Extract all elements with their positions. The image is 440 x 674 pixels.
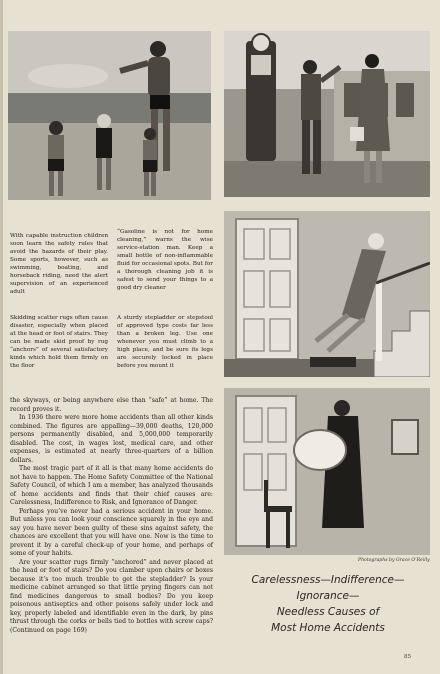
caption-rugs: Skidding scatter rugs often cause disaster, especially when placed at the head or foot of stairs. They can be made skid proof by rug “anchors” of several satisfactory kinds which hold them firmly on the floor — [10, 315, 108, 369]
headline-line: Carelessness—Indifference— — [251, 574, 405, 586]
headline-line: Ignorance— — [296, 590, 360, 602]
article-paragraph: Are your scatter rugs firmly “anchored” and never placed at the head or foot of stairs? Do you clamber upon chairs or boxes because it’s too much trouble to get the stepladder? Is your medicine cabinet arranged so that little prying fingers can not find medicines dangerous to small bodies? Do you keep poisonous antiseptics and other poisons safely under lock and key, properly labeled and identifiable even in the dark, by pins thrust through the corks or bells tied to bottles with screw caps? (Continued on page 169) — [10, 558, 213, 634]
page-number: 85 — [404, 654, 411, 660]
article-paragraph: The most tragic part of it all is that many home accidents do not have to happen. The Home Safety Committee of the National Safety Council, of which I am a member, has analyzed thousands of home accidents and finds that their chief causes are: Carelessness, Indifference to Risk, and Ignorance of Danger. — [10, 465, 213, 506]
article-paragraph: the skyways, or being anywhere else than “safe” at home. The record proves it. — [10, 397, 213, 413]
headline-line: Needless Causes of — [276, 606, 380, 618]
pull-headline — [230, 572, 426, 636]
page-binding-edge — [0, 0, 3, 674]
photo-carrying-laundry — [224, 388, 430, 555]
caption-gasoline: “Gasoline is not for home cleaning,” warns the wise service-station man. Keep a small bottle of non-inflammable fluid for occasional spots. But for a thorough cleaning job it is safest to send your things to a good dry cleaner — [117, 229, 213, 291]
caption-children: With capable instruction children soon learn the safety rules that avoid the hazards of their play. Some sports, however, such as swimming, boating, and horseback riding, need the alert supervision of an experienced adult — [10, 233, 108, 295]
article-paragraph: In 1936 there were more home accidents than all other kinds combined. The figures are appalling—39,000 deaths, 120,000 persons permanently disabled, and 5,000,000 temporarily disabled. The cost, in wages lost, medical care, and other expenses, is estimated at nearly three-quarters of a billion dollars. — [10, 414, 213, 464]
photo-gas-station — [224, 31, 430, 197]
photo-ladder-fall — [224, 211, 430, 377]
article-paragraph: Perhaps you’ve never had a serious accident in your home. But unless you can look your conscience squarely in the eye and say you have never been guilty of these sins against safety, the chances are excellent that you will have one. Now is the time to prevent it by a careful check-up of your home, and perhaps of some of your habits. — [10, 507, 213, 557]
article-body — [10, 397, 213, 635]
caption-ladder: A sturdy stepladder or stepstool of approved type costs far less than a broken leg. Use one whenever you must climb to a high place, and be sure its legs are securely locked in place before you mount it — [117, 315, 213, 369]
headline-line: Most Home Accidents — [271, 622, 385, 634]
photo-credit: Photographs by Grace O’Reilly — [358, 558, 430, 563]
photo-children-beach — [8, 31, 211, 200]
